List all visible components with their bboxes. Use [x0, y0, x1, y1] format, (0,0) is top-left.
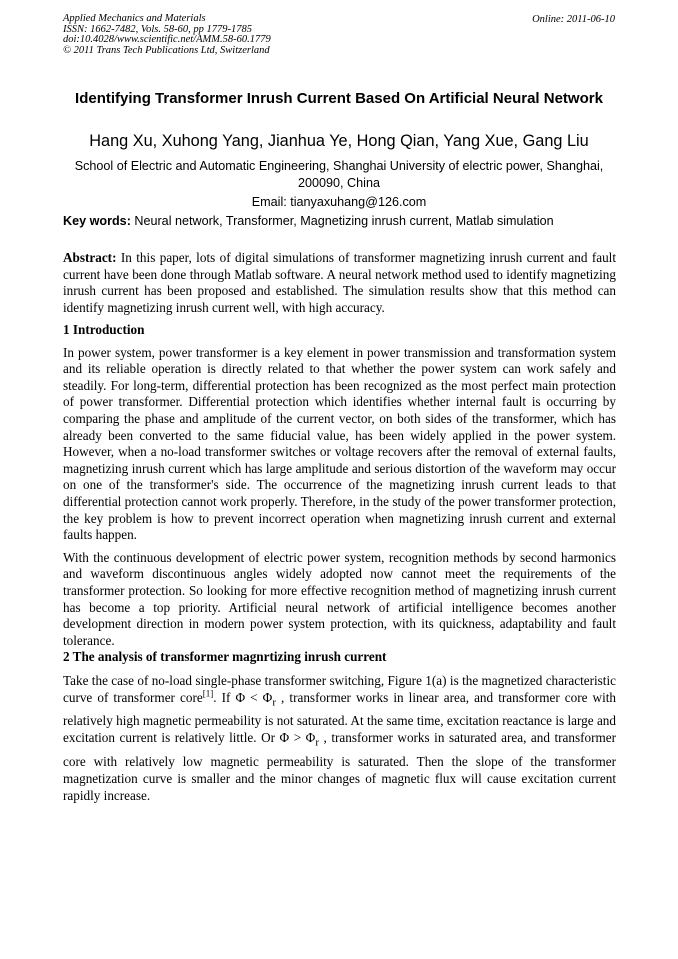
- text: , transformer works in saturated area, and transformer core with relatively low magnetic permeability is saturated. Then the slope of the transformer magnetization curve is smaller and the minor changes of magnetic flux will cause excitation current rapidly increase.: [63, 730, 616, 804]
- abstract-label: Abstract:: [63, 250, 117, 265]
- paragraph: In power system, power transformer is a key element in power transmission and transformation system and its reliable operation is directly related to that whether the power system can work safely and steadily. For long-term, differential protection has been recognized as the most perfect main protection of power transformer. Differential protection which identifies whether internal fault is occurring by comparing the phase and amplitude of the current vector, on both sides of the transformer, which has already been converted to the same fiducial value, has been widely applied in the power system. However, when a no-load transformer switches or voltage recovers after the removal of external faults, magnetizing inrush current which has large amplitude and serious distortion of the waveform may occur on one of the transformer's side. The occurrence of the magnetizing inrush current leads to that differential protection cannot work properly. Therefore, in the study of the power transformer protection, the key problem is how to prevent incorrect operation when magnetizing inrush current and external faults happen.: [63, 344, 616, 543]
- subscript: r: [315, 737, 319, 750]
- citation: [1]: [202, 688, 214, 699]
- journal-info: [63, 14, 271, 56]
- section-analysis: [63, 649, 616, 805]
- paper-title: Identifying Transformer Inrush Current Based On Artificial Neural Network: [75, 90, 603, 107]
- text: . If: [213, 690, 236, 705]
- text: Take the case of no-load single-phase transformer switching, Figure 1(a) is the magnetized characteristic curve of transformer core: [63, 672, 616, 705]
- journal-name: Applied Mechanics and Materials: [63, 13, 206, 24]
- math-inequality: [235, 690, 276, 709]
- issn: ISSN: 1662-7482, Vols. 58-60, pp 1779-1785: [63, 23, 252, 35]
- paragraph: With the continuous development of electric power system, recognition methods by second harmonics and waveform discontinuous angles widely adopted now cannot meet the requirements of the transformer protection. So looking for more effective recognition method of magnetizing inrush current has become a top priority. Artificial neural network of artificial intelligence becomes another development direction in modern power system protection, with its quickness, adaptability and fault tolerance.: [63, 549, 616, 648]
- abstract-text: In this paper, lots of digital simulations of transformer magnetizing inrush current and fault current have been done through Matlab software. A neural network method used to identify magnetizing inrush current has been proposed and established. The simulation results show that this method can identify magnetizing inrush current well, with high accuracy.: [63, 250, 616, 315]
- abstract: [63, 250, 616, 316]
- copyright: © 2011 Trans Tech Publications Ltd, Switzerland: [63, 44, 270, 56]
- online-date: Online: 2011-06-10: [532, 14, 615, 25]
- email: Email: tianyaxuhang@126.com: [251, 195, 427, 209]
- keywords-text: Neural network, Transformer, Magnetizing inrush current, Matlab simulation: [130, 214, 554, 228]
- text: , transformer works in linear area, and transformer core with relatively high magnetic permeability is not saturated. At the same time, excitation reactance is large and excitation current is relatively little. Or: [63, 690, 616, 746]
- section-heading: 1 Introduction: [63, 322, 145, 337]
- section-introduction: [63, 322, 616, 649]
- doi: doi:10.4028/www.scientific.net/AMM.58-60.1779: [63, 34, 271, 46]
- section-heading: 2 The analysis of transformer magnrtizing inrush current: [63, 649, 387, 664]
- keywords: [63, 214, 623, 228]
- math: Φ < Φ: [235, 690, 273, 705]
- authors: Hang Xu, Xuhong Yang, Jianhua Ye, Hong Qian, Yang Xue, Gang Liu: [89, 132, 589, 150]
- subscript: r: [272, 696, 276, 709]
- math-inequality: [279, 730, 319, 750]
- math: Φ > Φ: [279, 730, 316, 746]
- affiliation: School of Electric and Automatic Engineering, Shanghai University of electric power, Shanghai, 200090, China: [74, 159, 604, 190]
- paragraph: [63, 672, 616, 805]
- keywords-label: Key words:: [63, 214, 131, 228]
